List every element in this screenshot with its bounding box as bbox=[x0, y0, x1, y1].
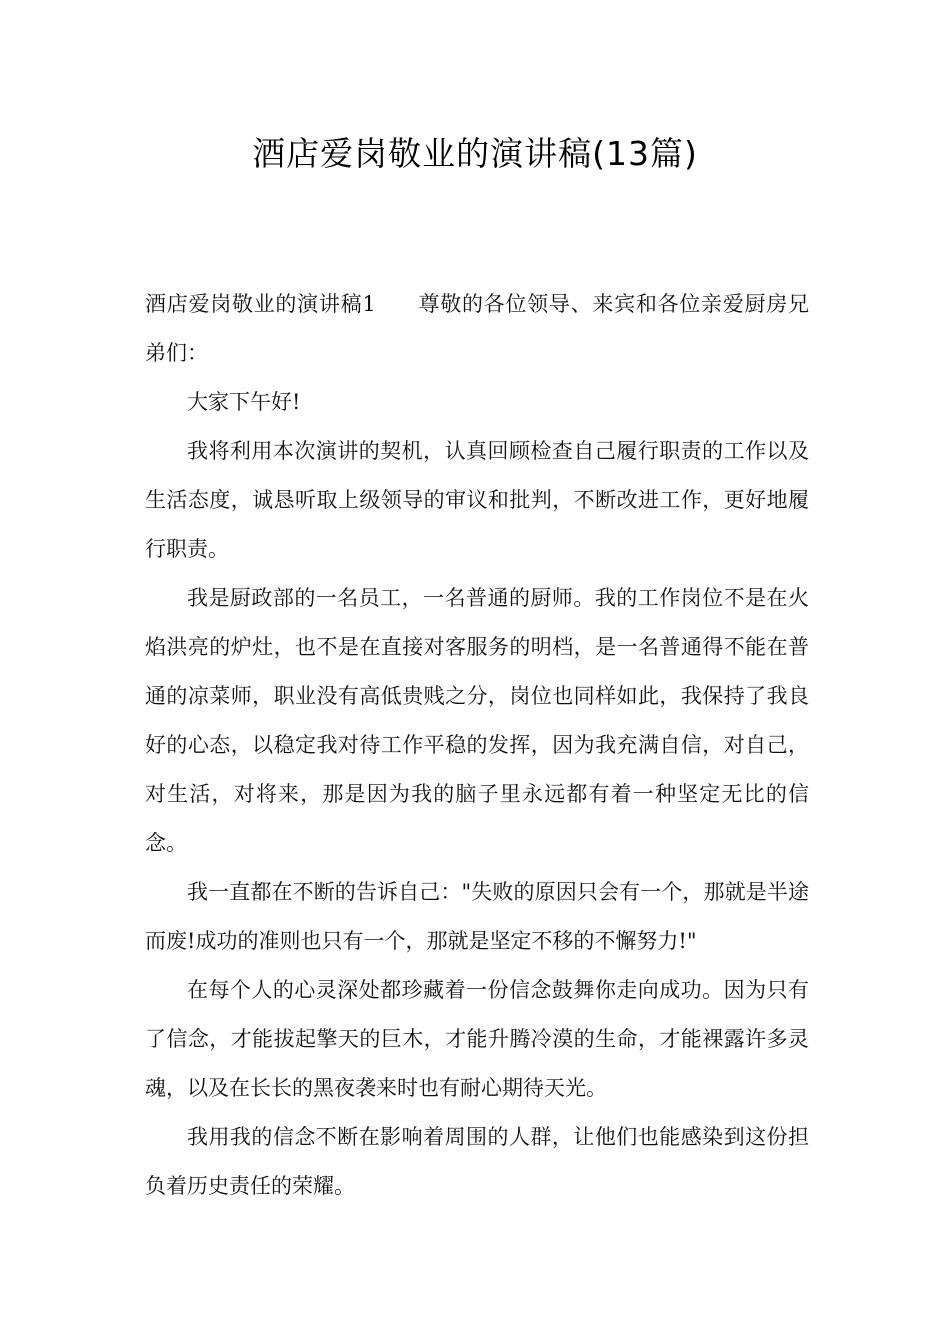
body-paragraph: 在每个人的心灵深处都珍藏着一份信念鼓舞你走向成功。因为只有了信念，才能拔起擎天的巨木，才能升腾冷漠的生命，才能裸露许多灵魂，以及在长长的黑夜袭来时也有耐心期待天光。 bbox=[145, 978, 809, 1100]
body-paragraph: 我是厨政部的一名员工，一名普通的厨师。我的工作岗位不是在火焰洪亮的炉灶，也不是在直接对客服务的明档，是一名普通得不能在普通的凉菜师，职业没有高低贵贱之分，岗位也同样如此，我保持了我良好的心态，以稳定我对待工作平稳的发挥，因为我充满自信，对自己，对生活，对将来，那是因为我的脑子里永远都有着一种坚定无比的信念。 bbox=[145, 586, 809, 855]
document-title: 酒店爱岗敬业的演讲稿(13篇) bbox=[252, 134, 698, 173]
body-paragraph: 我用我的信念不断在影响着周围的人群，让他们也能感染到这份担负着历史责任的荣耀。 bbox=[145, 1125, 809, 1198]
body-paragraph: 我一直都在不断的告诉自己："失败的原因只会有一个，那就是半途而废!成功的准则也只有一个，那就是坚定不移的不懈努力!" bbox=[145, 880, 809, 953]
document-body bbox=[145, 280, 809, 1211]
salutation-text: 尊敬的各位领导、来宾和各位亲爱厨房兄弟们： bbox=[145, 292, 809, 365]
body-paragraph: 我将利用本次演讲的契机，认真回顾检查自己履行职责的工作以及生活态度，诚恳听取上级领导的审议和批判，不断改进工作，更好地履行职责。 bbox=[145, 439, 809, 561]
greeting-paragraph: 大家下午好! bbox=[187, 390, 301, 414]
opening-paragraph bbox=[145, 280, 809, 378]
section-heading: 酒店爱岗敬业的演讲稿1 bbox=[145, 292, 376, 316]
